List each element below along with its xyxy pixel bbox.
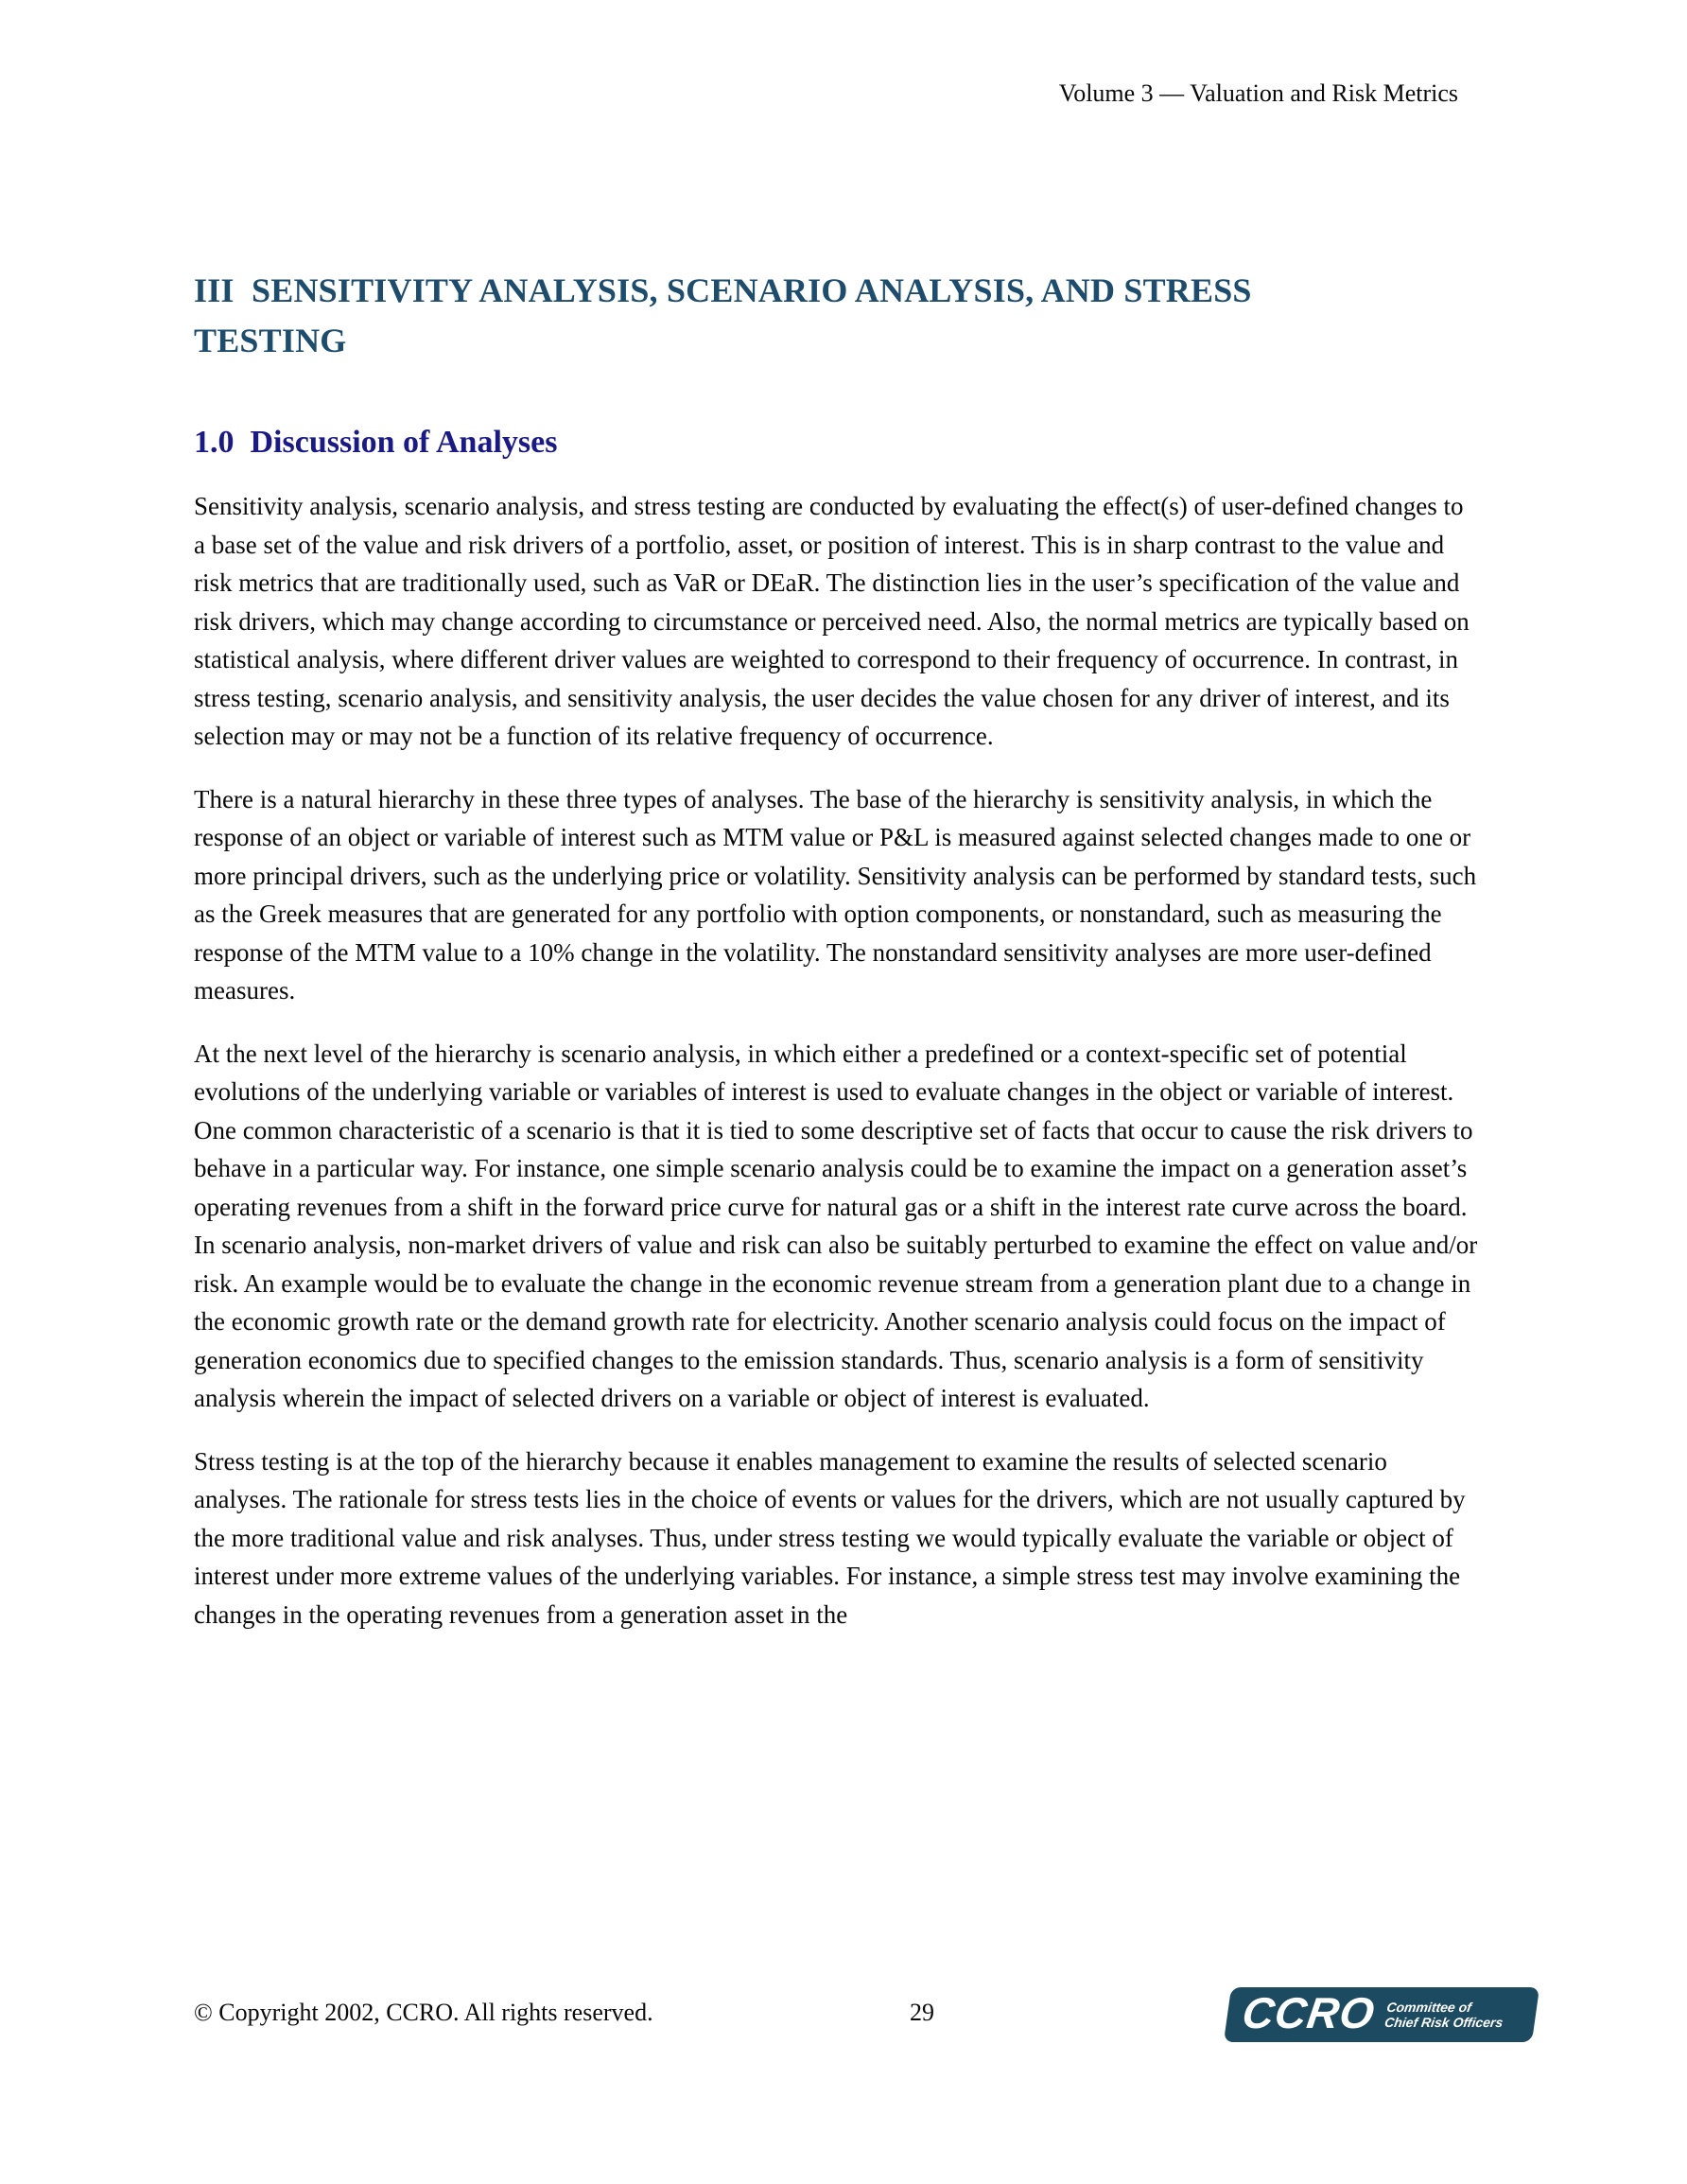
paragraph-4: Stress testing is at the top of the hierarchy because it enables management to examine the results of selected scenario analyses. The rationale for stress tests lies in the choice of events or values for the drivers, which are not usually captured by the more traditional value and risk analyses. Thus, under stress testing we would typically evaluate the variable or object of interest under more extreme values of the underlying variables. For instance, a simple stress test may involve examining the changes in the operating revenues from a generation asset in the (194, 1446, 1466, 1629)
chapter-title-line2: TESTING (194, 322, 347, 359)
chapter-title (194, 266, 1518, 366)
body-text (194, 487, 1480, 1658)
ccro-logo-subtitle (1383, 2000, 1506, 2030)
paragraph-2: There is a natural hierarchy in these three types of analyses. The base of the hierarchy is sensitivity analysis, in which the response of an object or variable of interest such as MTM value or P&L is measured against selected changes made to one or more principal drivers, such as the underlying price or volatility. Sensitivity analysis can be performed by standard tests, such as the Greek measures that are generated for any portfolio with option components, or nonstandard, such as measuring the response of the MTM value to a 10% change in the volatility. The nonstandard sensitivity analyses are more user-defined measures. (194, 784, 1477, 1005)
chapter-title-line1: III SENSITIVITY ANALYSIS, SCENARIO ANALYSIS, AND STRESS (194, 271, 1252, 309)
paragraph-1: Sensitivity analysis, scenario analysis, and stress testing are conducted by evaluating the effect(s) of user-defined changes to a base set of the value and risk drivers of a portfolio, asset, or position of interest. This is in sharp contrast to the value and risk metrics that are traditionally used, such as VaR or DEaR. The distinction lies in the user’s specification of the value and risk drivers, which may change according to circumstance or perceived need. Also, the normal metrics are typically based on statistical analysis, where different driver values are weighted to correspond to their frequency of occurrence. In contrast, in stress testing, scenario analysis, and sensitivity analysis, the user decides the value chosen for any driver of interest, and its selection may or may not be a function of its relative frequency of occurrence. (194, 492, 1470, 750)
paragraph-3: At the next level of the hierarchy is scenario analysis, in which either a predefined or a context-specific set of potential evolutions of the underlying variable or variables of interest is used to evaluate changes in the object or variable of interest. One common characteristic of a scenario is that it is tied to some descriptive set of facts that occur to cause the risk drivers to behave in a particular way. For instance, one simple scenario analysis could be to examine the impact on a generation asset’s operating revenues from a shift in the forward price curve for natural gas or a shift in the interest rate curve across the board. In scenario analysis, non-market drivers of value and risk can also be suitably perturbed to examine the effect on value and/or risk. An example would be to evaluate the change in the economic revenue stream from a generation plant due to a change in the economic growth rate or the demand growth rate for electricity. Another scenario analysis could focus on the impact of generation economics due to specified changes to the emission standards. Thus, scenario analysis is a form of sensitivity analysis wherein the impact of selected drivers on a variable or object of interest is evaluated. (194, 1039, 1478, 1412)
section-heading: 1.0 Discussion of Analyses (194, 425, 558, 460)
ccro-logo-acronym: CCRO (1239, 1988, 1379, 2037)
ccro-logo-subtitle-line1: Committee of (1385, 2000, 1473, 2015)
ccro-logo (1224, 1987, 1539, 2042)
ccro-logo-subtitle-line2: Chief Risk Officers (1383, 2015, 1504, 2030)
footer-copyright: © Copyright 2002, CCRO. All rights reserved. (194, 1999, 653, 2026)
page-header-volume-title: Volume 3 — Valuation and Risk Metrics (1058, 79, 1458, 107)
footer-page-number: 29 (910, 1999, 934, 2026)
